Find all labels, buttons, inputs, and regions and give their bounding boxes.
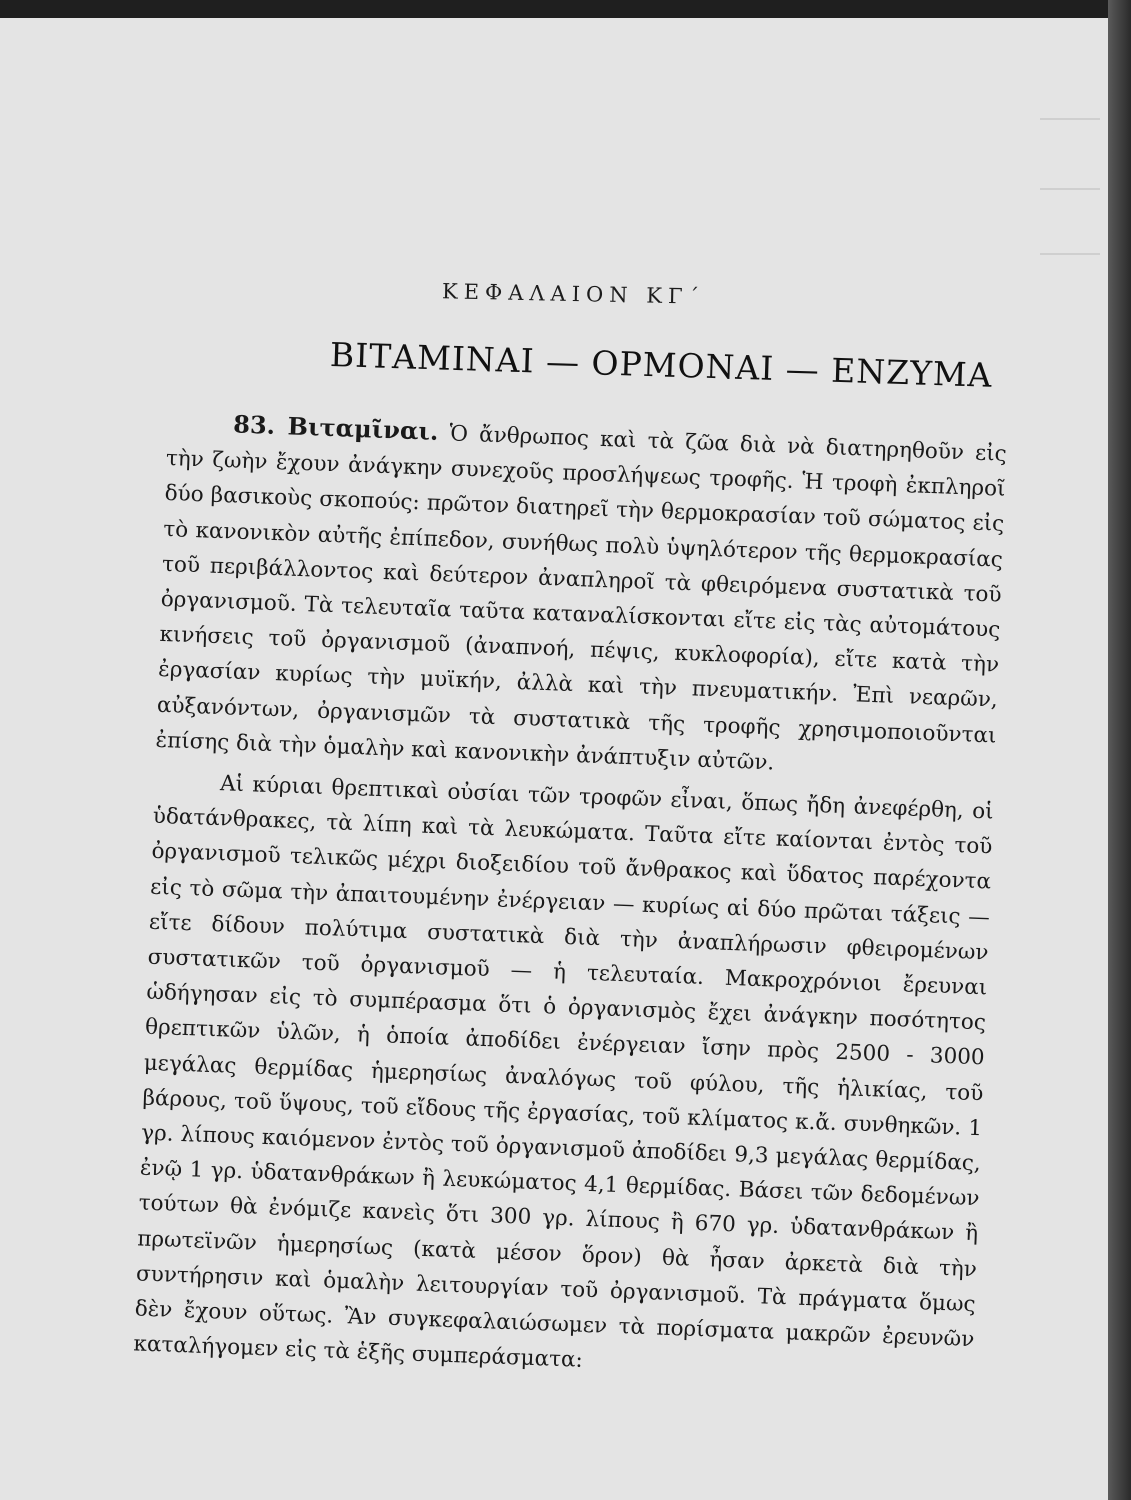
bleed-through-line	[1040, 118, 1100, 120]
chapter-label: ΚΕΦΑΛΑΙΟΝ ΚΓ΄	[442, 279, 706, 309]
bleed-through-line	[1040, 253, 1100, 255]
paragraph-1-text: Ὁ ἄνθρωπος καὶ τὰ ζῶα διὰ νὰ διατηρηθοῦν εἰς τὴν ζωὴν ἔχουν ἀνάγκην συνεχοῦς προσλήψεως τροφῆς. Ἡ τροφὴ ἐκπληροῖ δύο βασικοὺς σκοπούς: πρῶτον διατηρεῖ τὴν θερμοκρασίαν τοῦ σώματος εἰς τὸ κανονικὸν αὐτῆς ἐπίπεδον, συνήθως πολὺ ὑψηλότερον τῆς θερμοκρασίας τοῦ περιβάλλοντος καὶ δεύτερον ἀναπληροῖ τὰ φθειρόμενα συστατικὰ τοῦ ὀργανισμοῦ. Τὰ τελευταῖα ταῦτα καταναλίσκονται εἴτε εἰς τὰς αὐτομάτους κινήσεις τοῦ ὀργανισμοῦ (ἀναπνοή, πέψις, κυκλοφορία), εἴτε κατὰ τὴν ἐργασίαν κυρίως τὴν μυϊκήν, ἀλλὰ καὶ τὴν πνευματικήν. Ἐπὶ νεαρῶν, αὐξανόντων, ὀργανισμῶν τὰ συστατικὰ τῆς τροφῆς χρησιμοποιοῦνται ἐπίσης διὰ τὴν ὁμαλὴν καὶ κανονικὴν ἀνάπτυξιν αὐτῶν.	[155, 421, 1008, 776]
chapter-header	[0, 279, 1108, 309]
chapter-title: ΒΙΤΑΜΙΝΑΙ — ΟΡΜΟΝΑΙ — ΕΝΖΥΜΑ	[329, 335, 994, 395]
section-heading: 83. Βιταμῖναι.	[232, 409, 439, 446]
paragraph-1	[155, 404, 1007, 789]
body-text	[133, 404, 1008, 1393]
page-edge-shadow	[1108, 0, 1131, 1500]
bleed-through-line	[1040, 188, 1100, 190]
paragraph-2: Αἱ κύριαι θρεπτικαὶ οὐσίαι τῶν τροφῶν εἶναι, ὅπως ἤδη ἀνεφέρθη, οἱ ὑδατάνθρακες, τὰ λίπη καὶ τὰ λευκώματα. Ταῦτα εἴτε καίονται ἐντὸς τοῦ ὀργανισμοῦ τελικῶς μέχρι διοξειδίου τοῦ ἄνθρακος καὶ ὕδατος παρέχοντα εἰς τὸ σῶμα τὴν ἀπαιτουμένην ἐνέργειαν — κυρίως αἱ δύο πρῶται τάξεις — εἴτε δίδουν πολύτιμα συστατικὰ διὰ τὴν ἀναπλήρωσιν φθειρομένων συστατικῶν τοῦ ὀργανισμοῦ — ἡ τελευταία. Μακροχρόνιοι ἔρευναι ὡδήγησαν εἰς τὸ συμπέρασμα ὅτι ὁ ὀργανισμὸς ἔχει ἀνάγκην ποσότητος θρεπτικῶν ὑλῶν, ἡ ὁποία ἀποδίδει ἐνέργειαν ἴσην πρὸς 2500 - 3000 μεγάλας θερμίδας ἡμερησίως ἀναλόγως τοῦ φύλου, τῆς ἡλικίας, τοῦ βάρους, τοῦ ὕψους, τοῦ εἴδους τῆς ἐργασίας, τοῦ κλίματος κ.ἄ. συνθηκῶν. 1 γρ. λίπους καιόμενον ἐντὸς τοῦ ὀργανισμοῦ ἀποδίδει 9,3 μεγάλας θερμίδας, ἐνῷ 1 γρ. ὑδατανθράκων ἢ λευκώματος 4,1 θερμίδας. Βάσει τῶν δεδομένων τούτων θὰ ἐνόμιζε κανεὶς ὅτι 300 γρ. λίπους ἢ 670 γρ. ὑδατανθράκων ἢ πρωτεϊνῶν ἡμερησίως (κατὰ μέσον ὅρον) θὰ ἦσαν ἀρκετὰ διὰ τὴν συντήρησιν καὶ ὁμαλὴν λειτουργίαν τοῦ ὀργανισμοῦ. Τὰ πράγματα ὅμως δὲν ἔχουν οὕτως. Ἂν συγκεφαλαιώσωμεν τὰ πορίσματα μακρῶν ἐρευνῶν καταλήγομεν εἰς τὰ ἑξῆς συμπεράσματα:	[133, 771, 995, 1374]
